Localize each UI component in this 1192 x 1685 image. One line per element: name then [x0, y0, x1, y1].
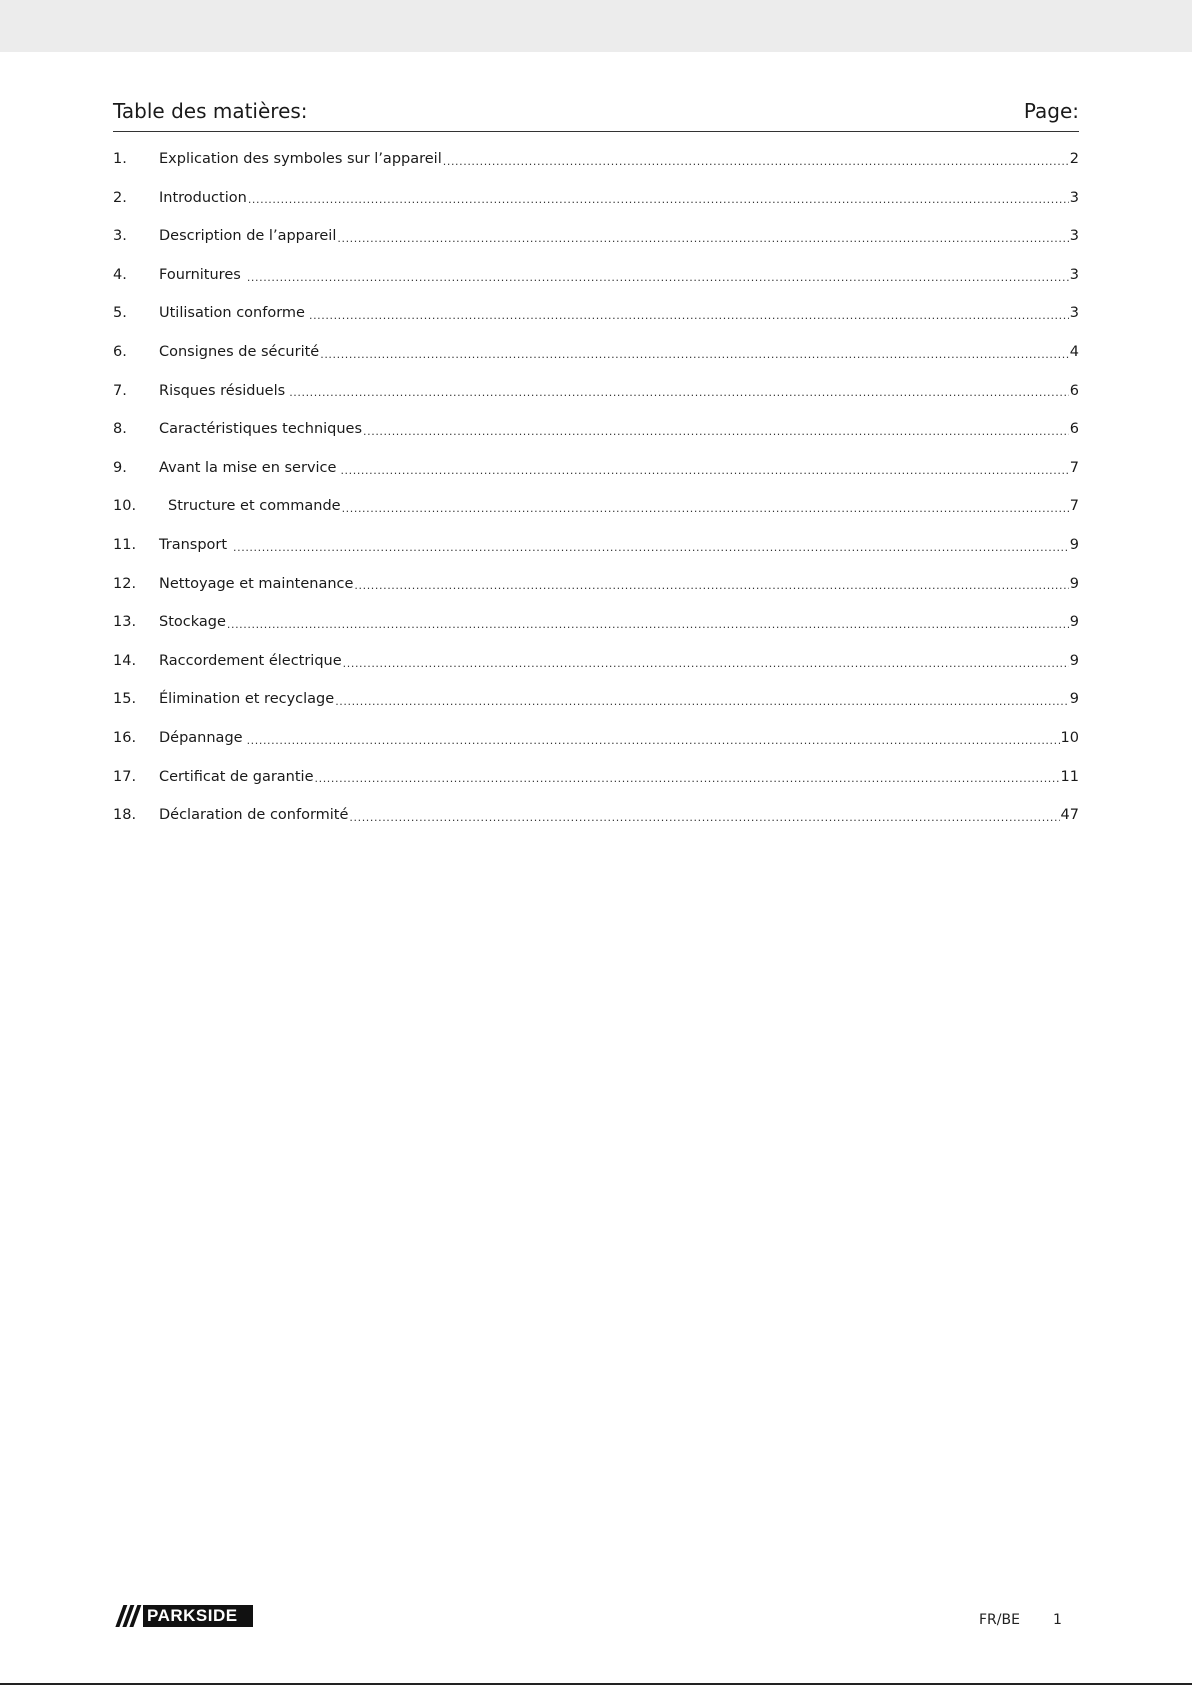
toc-entry[interactable] [113, 372, 1079, 411]
dot-leader [443, 156, 1069, 167]
toc-entry-number: 4. [113, 266, 127, 283]
toc-header [113, 97, 1079, 132]
dot-leader [289, 387, 1069, 398]
dot-leader [320, 349, 1069, 360]
toc-entry-number: 5. [113, 305, 127, 322]
toc-entry-label: Structure et commande [168, 498, 341, 515]
toc-entry[interactable] [113, 796, 1079, 835]
toc-entry-label: Risques résiduels [159, 382, 286, 399]
toc-entry-page: 6 [1069, 382, 1079, 399]
toc-entry-page: 9 [1069, 691, 1079, 708]
toc-entry-number: 9. [113, 459, 127, 476]
toc-entry-page: 2 [1069, 151, 1079, 168]
toc-entry-page: 10 [1060, 729, 1079, 746]
toc-entry-number-text: 10. [113, 498, 137, 515]
toc-entry[interactable] [113, 526, 1079, 565]
toc-entry-label: Stockage [159, 614, 226, 631]
toc-entry[interactable] [113, 217, 1079, 256]
toc-title: Table des matières: [113, 99, 308, 123]
toc-entry-page: 9 [1069, 614, 1079, 631]
toc-entry-label: Explication des symboles sur l’appareil [159, 151, 442, 168]
toc-entry[interactable] [113, 294, 1079, 333]
toc-entry-number: 18. [113, 807, 137, 824]
dot-leader [315, 773, 1060, 784]
toc-entry-number: 11. [113, 536, 137, 553]
toc-entry[interactable] [113, 449, 1079, 488]
toc-entry-page: 47 [1060, 807, 1079, 824]
dot-leader [247, 735, 1060, 746]
brand-name: PARKSIDE [147, 1606, 238, 1625]
toc-list [113, 140, 1079, 835]
toc-entry-page: 9 [1069, 575, 1079, 592]
toc-entry-page: 4 [1069, 344, 1079, 361]
toc-entry-number: 13. [113, 614, 137, 631]
toc-entry-number: 2. [113, 189, 127, 206]
footer-locale: FR/BE [979, 1612, 1020, 1628]
toc-entry-label: Utilisation conforme [159, 305, 305, 322]
toc-entry-label: Fournitures [159, 266, 241, 283]
toc-entry-label: Élimination et recyclage [159, 691, 335, 708]
toc-entry[interactable] [113, 642, 1079, 681]
toc-entry[interactable] [113, 758, 1079, 797]
dot-leader [343, 658, 1069, 669]
dot-leader [247, 272, 1069, 283]
dot-leader [309, 310, 1069, 321]
toc-entry-number: 1. [113, 151, 127, 168]
toc-entry-page: 9 [1069, 536, 1079, 553]
dot-leader [340, 465, 1068, 476]
dot-leader [349, 812, 1059, 823]
toc-entry[interactable] [113, 603, 1079, 642]
toc-entry-page: 7 [1069, 459, 1079, 476]
dot-leader [248, 194, 1069, 205]
toc-entry-number: 7. [113, 382, 127, 399]
toc-entry[interactable] [113, 680, 1079, 719]
toc-entry-number: 14. [113, 652, 137, 669]
toc-entry-number [113, 499, 168, 514]
toc-entry-page: 11 [1060, 768, 1079, 785]
toc-entry-page: 3 [1069, 228, 1079, 245]
toc-entry[interactable] [113, 140, 1079, 179]
dot-leader [335, 696, 1069, 707]
toc-entry-page: 7 [1069, 498, 1079, 515]
dot-leader [363, 426, 1069, 437]
toc-entry-label: Consignes de sécurité [159, 344, 320, 361]
toc-entry-number: 12. [113, 575, 137, 592]
toc-entry-label: Déclaration de conformité [159, 807, 349, 824]
dot-leader [233, 542, 1069, 553]
toc-entry-label: Transport [159, 536, 228, 553]
dot-leader [354, 580, 1068, 591]
toc-entry-number: 8. [113, 421, 127, 438]
toc-entry-page: 6 [1069, 421, 1079, 438]
toc-entry-label: Caractéristiques techniques [159, 421, 363, 438]
toc-entry-page: 9 [1069, 652, 1079, 669]
dot-leader [227, 619, 1069, 630]
toc-page-label: Page: [1023, 99, 1079, 123]
toc-entry-label: Dépannage [159, 729, 243, 746]
footer-page-number: 1 [1053, 1612, 1062, 1628]
top-band [0, 0, 1192, 52]
parkside-logo [113, 1605, 253, 1627]
toc-entry-number: 16. [113, 729, 137, 746]
toc-entry-number: 15. [113, 691, 137, 708]
toc-entry[interactable] [113, 179, 1079, 218]
toc-entry[interactable] [113, 487, 1079, 526]
toc-entry-label: Description de l’appareil [159, 228, 337, 245]
toc-entry-page: 3 [1069, 189, 1079, 206]
toc-entry[interactable] [113, 565, 1079, 604]
toc-entry[interactable] [113, 256, 1079, 295]
dot-leader [337, 233, 1068, 244]
toc-entry-label: Nettoyage et maintenance [159, 575, 354, 592]
toc-entry-label: Raccordement électrique [159, 652, 342, 669]
toc-entry-label: Avant la mise en service [159, 459, 337, 476]
toc-entry-page: 3 [1069, 305, 1079, 322]
toc-entry-number: 3. [113, 228, 127, 245]
toc-entry-label: Certificat de garantie [159, 768, 314, 785]
logo-slashes-icon [113, 1605, 143, 1627]
toc-entry-number: 6. [113, 344, 127, 361]
toc-entry[interactable] [113, 410, 1079, 449]
toc-entry[interactable] [113, 719, 1079, 758]
toc-entry-label: Introduction [159, 189, 247, 206]
toc-entry-number: 17. [113, 768, 137, 785]
dot-leader [342, 503, 1069, 514]
toc-entry[interactable] [113, 333, 1079, 372]
toc-entry-page: 3 [1069, 266, 1079, 283]
